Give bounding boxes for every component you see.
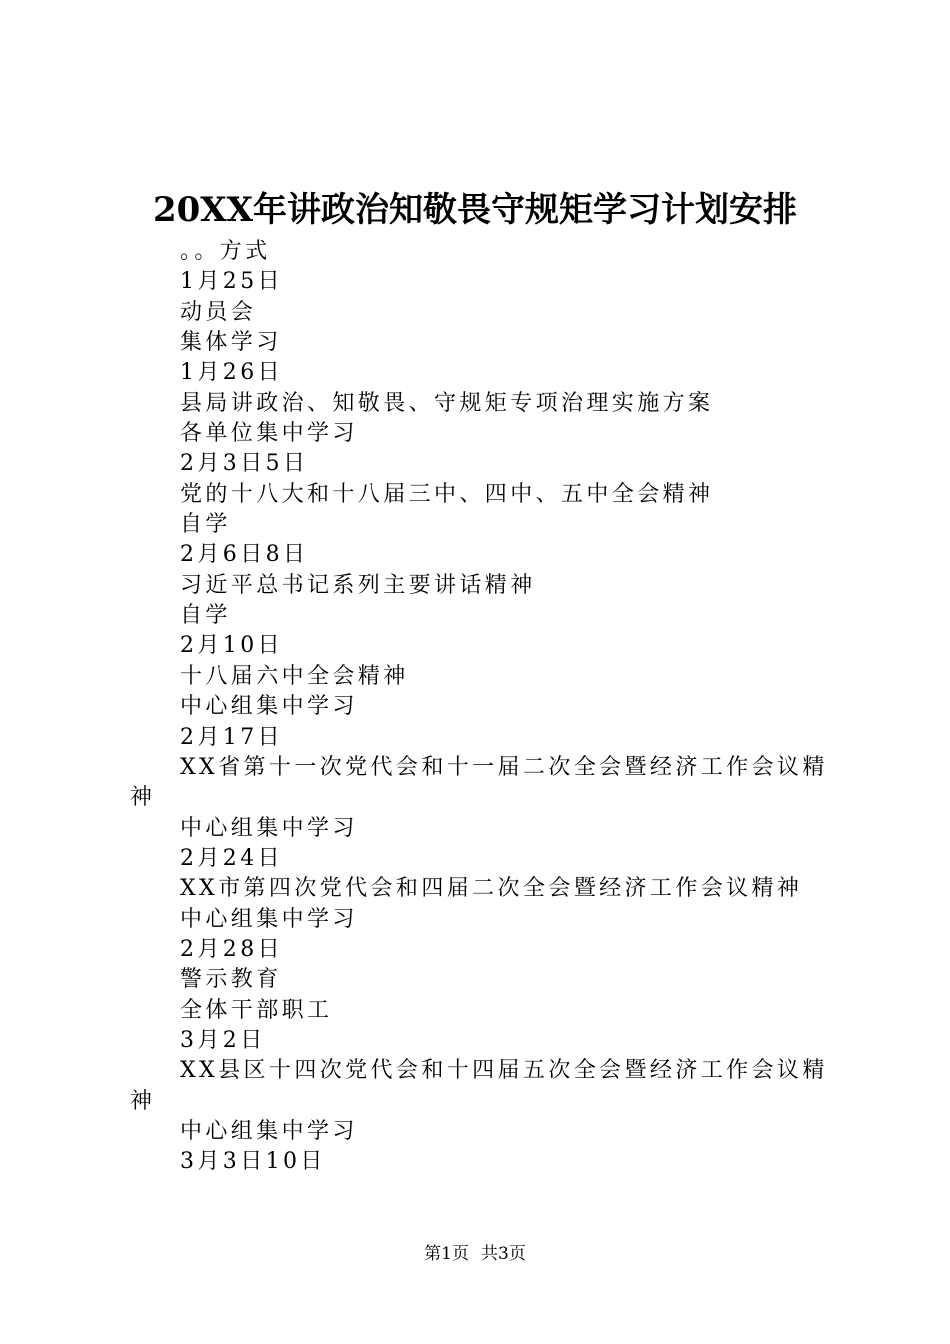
body-line: 各单位集中学习: [180, 421, 358, 447]
body-line: 1月26日: [180, 360, 283, 386]
body-line: 集体学习: [180, 330, 282, 356]
document-body: [130, 237, 836, 1178]
document-title: 20XX年讲政治知敬畏守规矩学习计划安排: [152, 190, 798, 230]
page-footer: [0, 1242, 950, 1266]
body-line: 县局讲政治、知敬畏、守规矩专项治理实施方案: [180, 390, 714, 416]
body-line: 2月28日: [180, 936, 283, 962]
body-line: 2月3日5日: [180, 451, 309, 477]
body-line: XX市第四次党代会和四届二次全会暨经济工作会议精神: [180, 876, 803, 902]
body-line: 。。方式: [180, 239, 271, 264]
body-line: 2月10日: [180, 633, 283, 659]
body-line: 3月2日: [180, 1027, 266, 1053]
body-line: 中心组集中学习: [180, 694, 358, 720]
body-line: 2月17日: [180, 724, 283, 750]
page-total: 共3页: [481, 1244, 526, 1264]
body-line: XX省第十一次党代会和十一届二次全会暨经济工作会议精神: [130, 754, 828, 811]
body-line: XX县区十四次党代会和十四届五次全会暨经济工作会议精神: [130, 1058, 828, 1114]
body-line: 中心组集中学习: [180, 1118, 358, 1144]
body-line: 十八届六中全会精神: [180, 663, 409, 689]
body-line: 动员会: [180, 299, 257, 325]
body-line: 2月6日8日: [180, 542, 309, 568]
page-number: 第1页: [424, 1244, 469, 1264]
body-line: 习近平总书记系列主要讲话精神: [180, 572, 536, 598]
body-line: 中心组集中学习: [180, 906, 358, 932]
body-line: 警示教育: [180, 967, 282, 993]
body-line: 2月24日: [180, 845, 283, 871]
body-line: 全体干部职工: [180, 997, 333, 1023]
body-line: 中心组集中学习: [180, 815, 358, 841]
body-line: 1月25日: [180, 269, 283, 295]
body-line: 党的十八大和十八届三中、四中、五中全会精神: [180, 481, 714, 507]
body-line: 自学: [180, 603, 231, 629]
body-line: 3月3日10日: [180, 1149, 326, 1175]
body-line: 自学: [180, 512, 231, 538]
